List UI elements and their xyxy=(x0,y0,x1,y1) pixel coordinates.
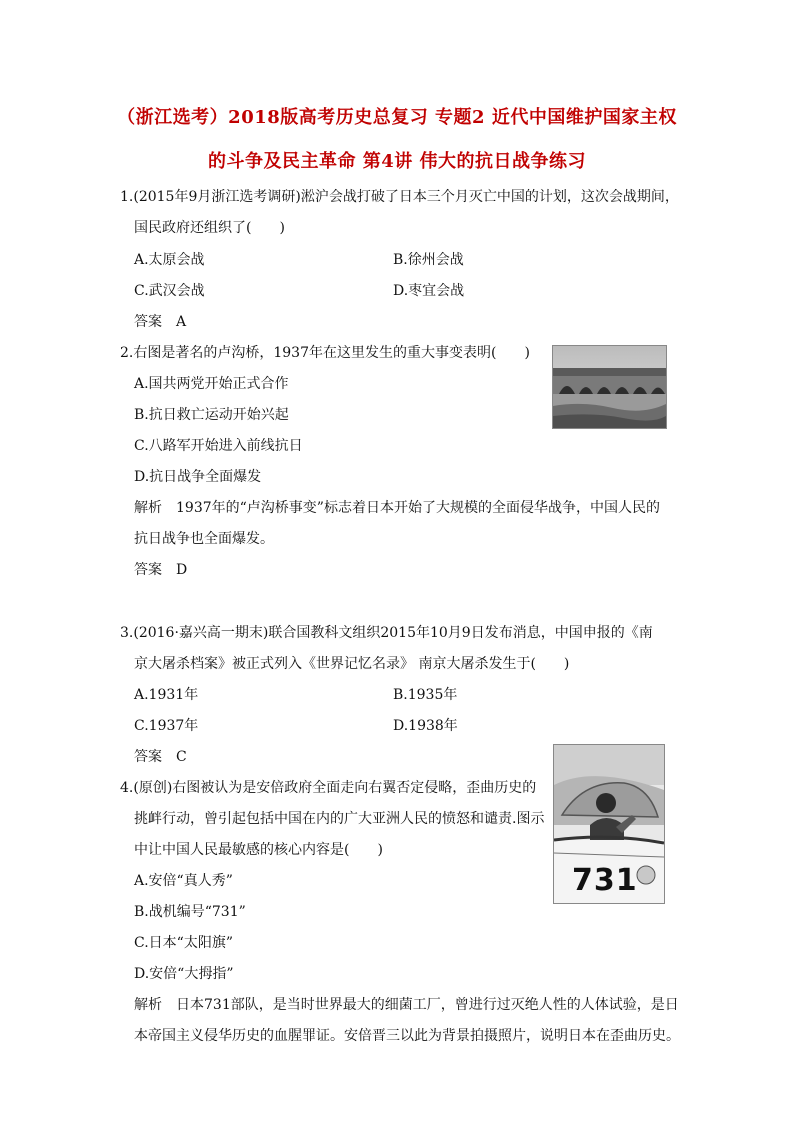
q3-option-a: A.1931年 xyxy=(134,687,199,703)
q4-stem-line-1: 4.(原创)右图被认为是安倍政府全面走向右翼否定侵略，歪曲历史的 xyxy=(120,780,537,796)
q4-option-b: B.战机编号“731” xyxy=(134,904,246,920)
q4-analysis-line-2: 本帝国主义侵华历史的血腥罪证。安倍晋三以此为背景拍摄照片，说明日本在歪曲历史。 xyxy=(134,1028,680,1044)
q1-answer: 答案 A xyxy=(134,314,187,330)
q2-option-a: A.国共两党开始正式合作 xyxy=(134,376,289,392)
q2-analysis-line-2: 抗日战争也全面爆发。 xyxy=(134,531,274,547)
q2-stem: 2.右图是著名的卢沟桥，1937年在这里发生的重大事变表明( ) xyxy=(120,345,530,361)
lugou-bridge-photo xyxy=(552,345,667,429)
q3-option-c: C.1937年 xyxy=(134,718,199,734)
q4-option-d: D.安倍“大拇指” xyxy=(134,966,234,982)
q3-answer: 答案 C xyxy=(134,749,187,765)
q1-option-b: B.徐州会战 xyxy=(393,252,464,268)
q3-stem-line-2: 京大屠杀档案》被正式列入《世界记忆名录》 南京大屠杀发生于( ) xyxy=(134,656,570,672)
q3-option-b: B.1935年 xyxy=(393,687,458,703)
jet-cockpit-photo xyxy=(553,744,665,904)
q4-option-c: C.日本“太阳旗” xyxy=(134,935,233,951)
q2-option-b: B.抗日救亡运动开始兴起 xyxy=(134,407,289,423)
q2-option-d: D.抗日战争全面爆发 xyxy=(134,469,262,485)
q1-option-c: C.武汉会战 xyxy=(134,283,205,299)
q4-stem-line-2: 挑衅行动，曾引起包括中国在内的广大亚洲人民的愤怒和谴责.图示 xyxy=(134,811,545,827)
q4-option-a: A.安倍“真人秀” xyxy=(134,873,233,889)
q2-answer: 答案 D xyxy=(134,562,188,578)
page-title-line-1: （浙江选考）2018版高考历史总复习 专题2 近代中国维护国家主权 xyxy=(117,107,677,128)
q1-option-a: A.太原会战 xyxy=(134,252,205,268)
q1-stem-line-1: 1.(2015年9月浙江选考调研)淞沪会战打破了日本三个月灭亡中国的计划，这次会战期间， xyxy=(120,189,679,205)
q1-stem-line-2: 国民政府还组织了( ) xyxy=(134,220,285,236)
q2-analysis-line-1: 解析 1937年的“卢沟桥事变”标志着日本开始了大规模的全面侵华战争，中国人民的 xyxy=(134,500,660,516)
q4-analysis-line-1: 解析 日本731部队，是当时世界最大的细菌工厂，曾进行过灭绝人性的人体试验，是日 xyxy=(134,997,679,1013)
jet-number-label: 731 xyxy=(572,863,638,898)
q1-option-d: D.枣宜会战 xyxy=(393,283,465,299)
q3-stem-line-1: 3.(2016·嘉兴高一期末)联合国教科文组织2015年10月9日发布消息，中国申报的《南 xyxy=(120,625,653,641)
page-title-line-2: 的斗争及民主革命 第4讲 伟大的抗日战争练习 xyxy=(207,151,587,172)
q3-option-d: D.1938年 xyxy=(393,718,458,734)
q4-stem-line-3: 中让中国人民最敏感的核心内容是( ) xyxy=(134,842,383,858)
q2-option-c: C.八路军开始进入前线抗日 xyxy=(134,438,303,454)
